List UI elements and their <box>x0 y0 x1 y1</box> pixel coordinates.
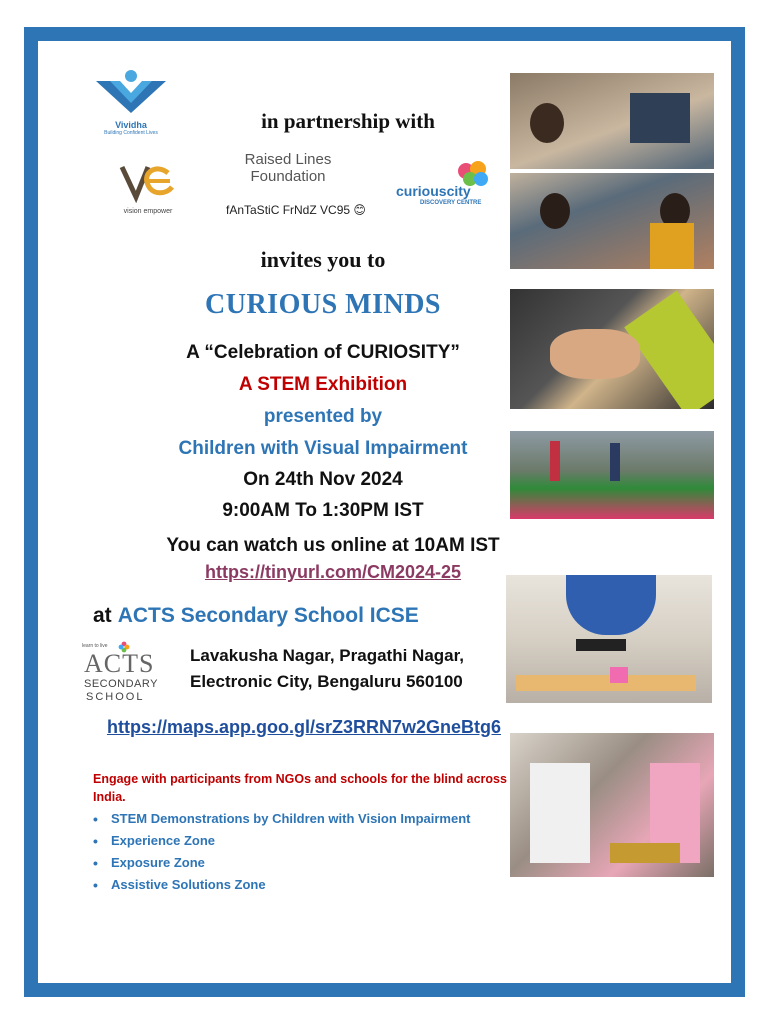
address-line1: Lavakusha Nagar, Pragathi Nagar, <box>190 646 465 665</box>
photo-tactile-drawing <box>510 289 714 409</box>
map-link[interactable]: https://maps.app.goo.gl/srZ3RRN7w2GneBtg6 <box>106 717 502 737</box>
raised-lines-line2: Foundation <box>250 168 326 185</box>
poster <box>38 41 731 983</box>
event-tagline: A “Celebration of CURIOSITY” <box>186 342 460 363</box>
photo-outdoor-activity <box>510 431 714 519</box>
curiouscity-tagline: DISCOVERY CENTRE <box>420 200 482 206</box>
poster-frame <box>24 27 745 997</box>
vision-empower-icon <box>118 159 178 203</box>
acts-name: ACTS <box>84 649 155 678</box>
curiouscity-name: curiouscity <box>396 183 471 199</box>
vividha-logo-icon <box>86 69 176 115</box>
photo-students-exhibit <box>510 73 714 269</box>
online-link[interactable]: https://tinyurl.com/CM2024-25 <box>204 562 462 582</box>
acts-pre: learn to live <box>82 643 108 649</box>
zones-list <box>93 809 523 897</box>
acts-logo <box>82 641 162 707</box>
presented-by: presented by <box>263 406 383 427</box>
event-type: A STEM Exhibition <box>238 374 408 395</box>
raised-lines-line1: Raised Lines <box>244 151 332 168</box>
partnership-text: in partnership with <box>261 109 435 133</box>
vision-empower-name: vision empower <box>123 208 173 215</box>
venue-name: ACTS Secondary School ICSE <box>117 604 419 627</box>
list-item: • Experience Zone <box>93 831 523 853</box>
acts-line2: SECONDARY <box>84 678 158 690</box>
vividha-logo <box>86 69 176 136</box>
vividha-logo-name: Vividha <box>115 120 147 130</box>
acts-line3: SCHOOL <box>86 691 145 703</box>
vision-empower-logo <box>118 159 178 219</box>
photo-phone-experiment <box>506 575 712 703</box>
engage-text: Engage with participants from NGOs and schools for the blind across India. <box>93 772 507 804</box>
venue-at: at <box>93 604 112 627</box>
fantastic-friends-logo: fAnTaStiC FrNdZ VC95 😊 <box>226 203 366 217</box>
photo-guided-demo <box>510 733 714 877</box>
address-line2: Electronic City, Bengaluru 560100 <box>190 672 463 691</box>
list-item: • Assistive Solutions Zone <box>93 875 523 897</box>
list-item: • Exposure Zone <box>93 853 523 875</box>
presenters: Children with Visual Impairment <box>178 438 468 459</box>
venue-address <box>190 643 490 695</box>
venue-heading <box>93 604 419 628</box>
vividha-logo-tagline: Building Confident Lives <box>104 130 158 136</box>
list-item: • STEM Demonstrations by Children with Vision Impairment <box>93 809 523 831</box>
event-time: 9:00AM To 1:30PM IST <box>222 500 424 521</box>
invites-text: invites you to <box>260 247 386 272</box>
event-date: On 24th Nov 2024 <box>243 469 403 490</box>
online-text: You can watch us online at 10AM IST <box>166 535 500 556</box>
raised-lines-logo <box>233 151 343 185</box>
event-title: CURIOUS MINDS <box>205 289 441 320</box>
curiouscity-logo <box>394 161 494 213</box>
